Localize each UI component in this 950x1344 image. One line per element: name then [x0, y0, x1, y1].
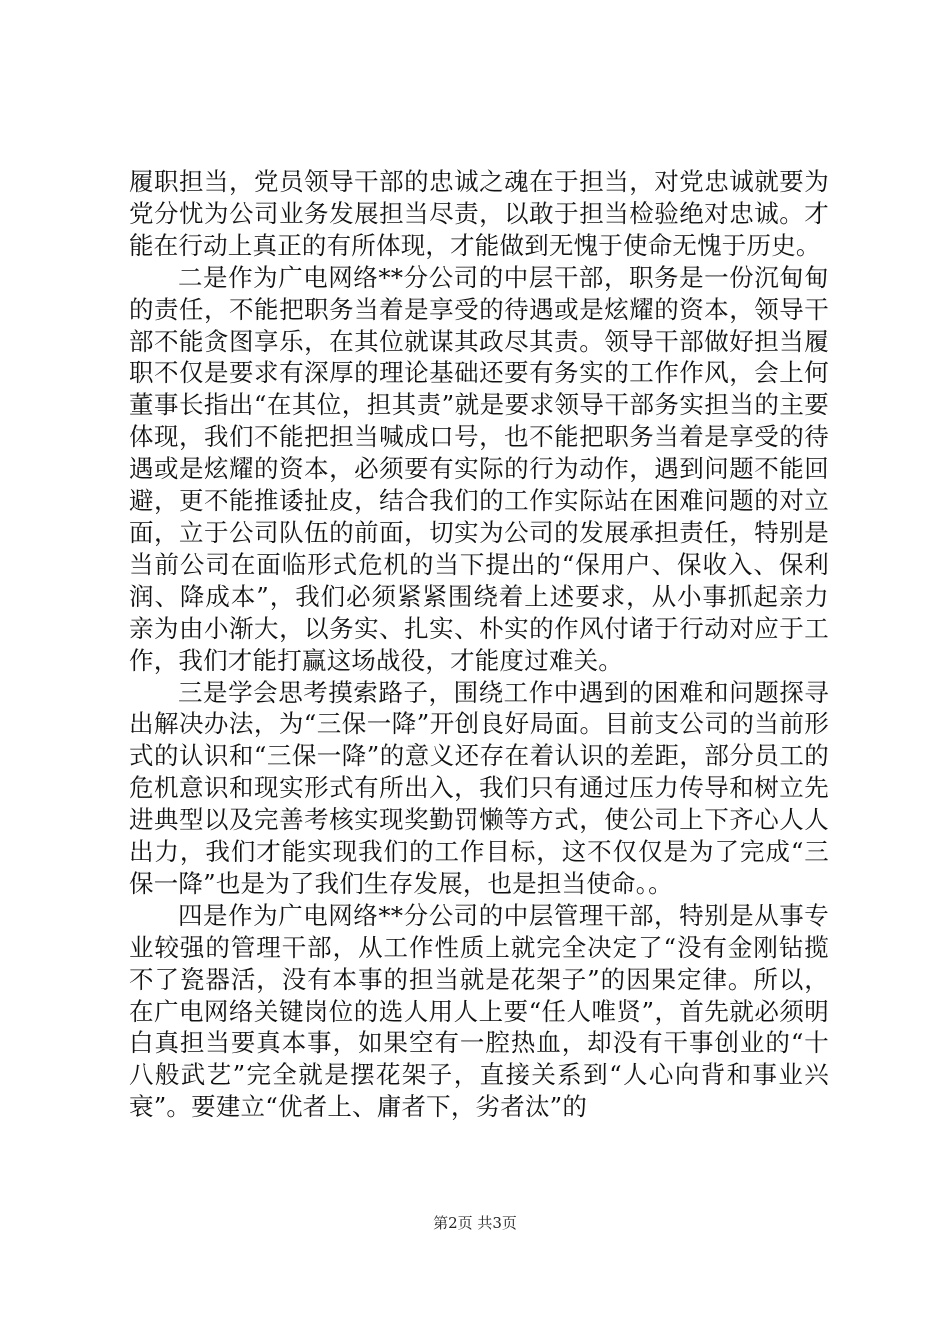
- paragraph-4: 四是作为广电网络**分公司的中层管理干部，特别是从事专业较强的管理干部，从工作性质上就完全决定了“没有金刚钻揽不了瓷器活，没有本事的担当就是花架子”的因果定律。所以，在广电网络关键岗位的选人用人上要“任人唯贤”，首先就必须明白真担当要真本事，如果空有一腔热血，却没有干事创业的“十八般武艺”完全就是摆花架子，直接关系到“人心向背和事业兴衰”。要建立“优者上、庸者下，劣者汰”的: [129, 900, 829, 1122]
- document-body: [129, 166, 829, 1123]
- paragraph-1: 履职担当，党员领导干部的忠诚之魂在于担当，对党忠诚就要为党分忧为公司业务发展担当尽责，以敢于担当检验绝对忠诚。才能在行动上真正的有所体现，才能做到无愧于使命无愧于历史。: [129, 167, 829, 260]
- paragraph-3: 三是学会思考摸索路子，围绕工作中遇到的困难和问题探寻出解决办法，为“三保一降”开创良好局面。目前支公司的当前形式的认识和“三保一降”的意义还存在着认识的差距，部分员工的危机意识和现实形式有所出入，我们只有通过压力传导和树立先进典型以及完善考核实现奖勤罚懒等方式，使公司上下齐心人人出力，我们才能实现我们的工作目标，这不仅仅是为了完成“三保一降”也是为了我们生存发展，也是担当使命。。: [129, 677, 829, 898]
- paragraph-2: 二是作为广电网络**分公司的中层干部，职务是一份沉甸甸的责任，不能把职务当着是享受的待遇或是炫耀的资本，领导干部不能贪图享乐，在其位就谋其政尽其责。领导干部做好担当履职不仅是要求有深厚的理论基础还要有务实的工作作风，会上何董事长指出“在其位，担其责”就是要求领导干部务实担当的主要体现，我们不能把担当喊成口号，也不能把职务当着是享受的待遇或是炫耀的资本，必须要有实际的行为动作，遇到问题不能回避，更不能推诿扯皮，结合我们的工作实际站在困难问题的对立面，立于公司队伍的前面，切实为公司的发展承担责任，特别是当前公司在面临形式危机的当下提出的“保用户、保收入、保利润、降成本”，我们必须紧紧围绕着上述要求，从小事抓起亲力亲为由小渐大，以务实、扎实、朴实的作风付诸于行动对应于工作，我们才能打赢这场战役，才能度过难关。: [129, 262, 829, 675]
- page-number-footer: 第2页 共3页: [433, 1214, 517, 1232]
